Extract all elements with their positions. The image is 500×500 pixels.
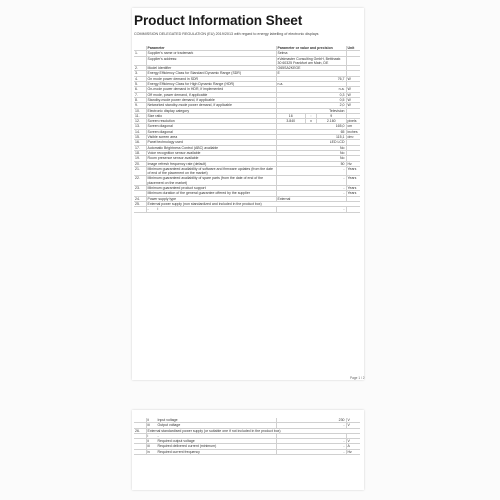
row-parameter-text: Input voltage [157, 418, 178, 422]
row-value: External [276, 196, 346, 201]
row-parameter-text: Required current frequency [157, 449, 200, 454]
row-number: 1. [134, 51, 146, 56]
row-parameter-text: Output voltage [157, 423, 181, 428]
row-unit: Years [346, 191, 360, 196]
table-row [134, 56, 360, 66]
row-subcode: ii [147, 418, 150, 422]
row-subcode: iii [147, 444, 150, 449]
header-parameter: Parameter [146, 46, 276, 51]
row-parameter: Standby-mode power demand, if applicable [146, 97, 276, 102]
row-parameter-text: i [157, 207, 159, 212]
row-unit: W [346, 103, 360, 108]
row-value: - [276, 166, 346, 176]
table-row [134, 207, 360, 212]
row-value: - [276, 444, 346, 449]
row-parameter: External standardised power supply (or suitable one if not included in the product box) [146, 428, 360, 433]
row-parameter: Minimum guaranteed product support [146, 186, 276, 191]
row-number: 25. [134, 201, 146, 206]
row-parameter: Networked standby-mode power demand, if applicable [146, 103, 276, 108]
row-unit: V [346, 439, 360, 444]
row-number: 24. [134, 196, 146, 201]
row-number: 14. [134, 129, 146, 134]
row-unit: Years [346, 166, 360, 176]
row-number: 7. [134, 92, 146, 97]
row-unit: W [346, 76, 360, 81]
row-parameter-text: Required delivered current (minimum) [157, 444, 217, 449]
row-parameter: External power supply (non standardized and included in the product box) [146, 201, 360, 206]
row-parameter-text: Required output voltage [157, 439, 195, 444]
ratio-value: 2.160 [326, 119, 336, 124]
row-subcode: iii [147, 423, 150, 428]
row-number: 17. [134, 145, 146, 150]
row-unit: pixels [346, 119, 360, 124]
row-value: 230 [276, 418, 346, 423]
row-number: 26. [134, 428, 146, 433]
row-subcode: i [147, 433, 149, 438]
row-parameter: Supplier's address: [146, 56, 276, 66]
row-number [134, 449, 146, 454]
ratio-separator: : [306, 114, 317, 118]
ratio-value: 3.840 [277, 119, 307, 123]
row-value: Television [276, 108, 346, 113]
row-value: E [276, 71, 346, 76]
row-unit: dm² [346, 135, 360, 140]
row-parameter: Screen diagonal [146, 129, 276, 134]
row-value: 165,0 [276, 124, 346, 129]
row-unit [346, 56, 360, 66]
row-unit: cm [346, 124, 360, 129]
ratio-value: 16 [277, 114, 307, 118]
ratio-value: 9 [330, 113, 333, 118]
row-value: O65SA2KEGE [276, 66, 346, 71]
row-number [134, 207, 146, 212]
row-value: 0,3 [276, 92, 346, 97]
row-parameter: Energy Efficiency Class for Standard Dynamic Range (SDR) [146, 71, 276, 76]
row-unit: V [346, 423, 360, 428]
row-number: 18. [134, 150, 146, 155]
row-value: n.a. [276, 87, 346, 92]
row-number: 3. [134, 71, 146, 76]
row-value: - [276, 186, 346, 191]
row-number: 12. [134, 119, 146, 124]
ratio-separator: x [306, 119, 317, 123]
page-number: Page 1 / 2 [350, 376, 365, 380]
row-number: 19. [134, 156, 146, 161]
row-number: 16. [134, 140, 146, 145]
row-number: 9. [134, 103, 146, 108]
row-unit: W [346, 92, 360, 97]
row-parameter: Minimum guaranteed availability of spare parts (from the date of end of the placement on the market) [146, 176, 276, 186]
row-parameter: Automatic Brightness Control (ABC) available [146, 145, 276, 150]
row-parameter: Image refresh frequency rate (default) [146, 161, 276, 166]
row-unit: V [346, 418, 360, 423]
row-value [276, 113, 346, 118]
row-parameter: Voice recognition sensor available [146, 150, 276, 155]
row-parameter: Screen resolution [146, 119, 276, 124]
row-value: No [276, 145, 346, 150]
specification-table-continued [134, 418, 360, 455]
row-value: - [276, 439, 346, 444]
row-value: 115,1 [276, 135, 346, 140]
row-unit: inches [346, 129, 360, 134]
row-value: 65 [276, 129, 346, 134]
row-parameter [146, 207, 276, 212]
row-value: - [276, 423, 346, 428]
row-parameter-text: - [157, 433, 159, 438]
row-number: 8. [134, 97, 146, 102]
row-parameter: Room presence sensor available [146, 156, 276, 161]
row-number: 4. [134, 76, 146, 81]
row-parameter: Visible screen area [146, 135, 276, 140]
row-number: 10. [134, 108, 146, 113]
row-unit: Years [346, 176, 360, 186]
row-parameter: Off mode, power demand, if applicable [146, 92, 276, 97]
row-parameter: Size ratio [146, 113, 276, 118]
row-parameter: On mode power demand in SDR [146, 76, 276, 81]
row-number: 11. [134, 113, 146, 118]
row-unit: A [346, 444, 360, 449]
row-subcode: iv [147, 449, 151, 454]
row-number: 13. [134, 124, 146, 129]
row-value: 0,5 [276, 97, 346, 102]
row-unit: Hz [346, 161, 360, 166]
table-row [134, 166, 360, 176]
page-title: Product Information Sheet [134, 13, 303, 28]
row-value: - [276, 449, 346, 454]
row-number: 22. [134, 176, 146, 186]
row-unit: Hz [346, 449, 360, 454]
row-value: 50 [276, 161, 346, 166]
header-unit: Unit [346, 46, 360, 51]
row-value: - [276, 176, 346, 186]
row-number: 20. [134, 161, 146, 166]
row-parameter: Supplier's name or trademark [146, 51, 276, 56]
row-value: 2,0 [276, 103, 346, 108]
row-unit [346, 207, 360, 212]
row-value: No [276, 156, 346, 161]
row-subcode: ii [147, 439, 150, 444]
row-parameter: Panel technology used [146, 140, 276, 145]
row-value: LED LCD [276, 140, 346, 145]
row-value: Selma [276, 51, 346, 56]
row-number: 15. [134, 135, 146, 140]
row-parameter: Power supply type [146, 196, 276, 201]
row-number: 23. [134, 186, 146, 191]
row-parameter: Minimum duration of the general guarantee offered by the supplier [146, 191, 276, 196]
row-unit: Years [346, 186, 360, 191]
table-row [134, 449, 360, 454]
row-value: No [276, 150, 346, 155]
row-parameter: Energy Efficiency Class for High Dynamic Range (HDR) [146, 82, 276, 87]
row-value: - [276, 191, 346, 196]
row-number: 5. [134, 82, 146, 87]
row-value: n.a. [276, 82, 346, 87]
row-value [276, 119, 346, 124]
regulation-subtitle: COMMISSION DELEGATED REGULATION (EU) 2019/2013 with regard to energy labelling of electronic displays [134, 32, 319, 36]
row-value: 76,7 [276, 76, 346, 81]
row-number [134, 56, 146, 66]
row-number: 21. [134, 166, 146, 176]
row-unit: W [346, 87, 360, 92]
row-parameter: Electronic display category [146, 108, 276, 113]
row-parameter [146, 449, 276, 454]
row-parameter: Screen diagonal [146, 124, 276, 129]
table-row [134, 176, 360, 186]
row-value: - [276, 207, 346, 212]
row-unit: W [346, 97, 360, 102]
row-value: eVatmaster Consulting GmbH, Bettinastr. 30 60325 Frankfurt am Main, DE [276, 56, 346, 66]
row-subcode: - [147, 207, 149, 212]
header-value: Parameter or value and precision [276, 46, 346, 51]
row-parameter: On-mode power demand in HDR, if implemented [146, 87, 276, 92]
row-parameter: Minimum guaranteed availability of software and firmware updates (from the date of end of the placement on the market) [146, 166, 276, 176]
specification-table [134, 46, 360, 213]
row-parameter: Model identifier [146, 66, 276, 71]
row-number: 2. [134, 66, 146, 71]
row-number: 6. [134, 87, 146, 92]
